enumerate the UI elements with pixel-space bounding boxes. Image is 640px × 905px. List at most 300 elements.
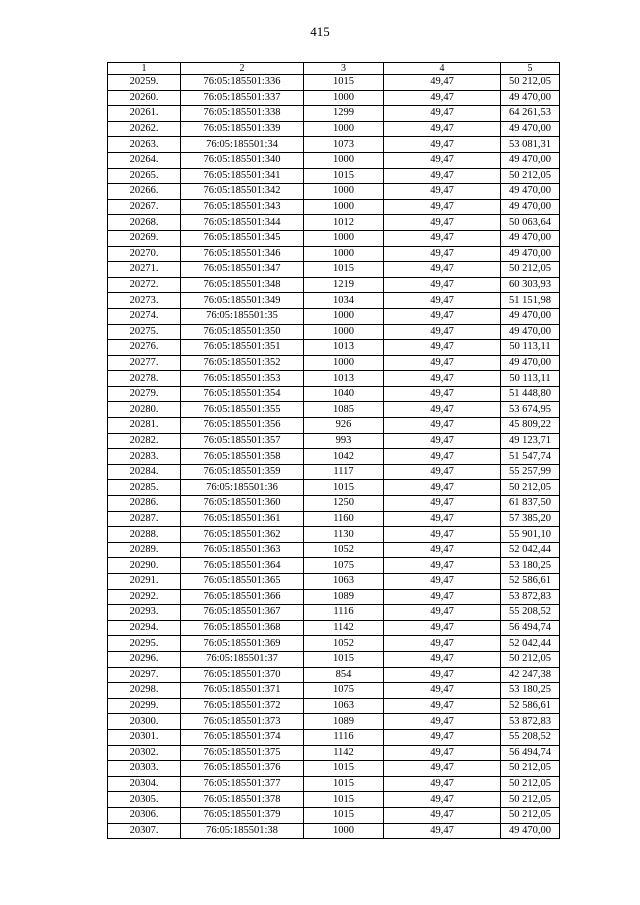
rate-cell: 49,47 xyxy=(384,511,501,527)
area-cell: 1000 xyxy=(304,823,384,839)
cadastral-number-cell: 76:05:185501:367 xyxy=(181,605,304,621)
table-row xyxy=(108,137,560,153)
table-row xyxy=(108,792,560,808)
rate-cell: 49,47 xyxy=(384,761,501,777)
amount-cell: 51 151,98 xyxy=(501,293,560,309)
table-row xyxy=(108,355,560,371)
amount-cell: 50 212,05 xyxy=(501,75,560,91)
amount-cell: 57 385,20 xyxy=(501,511,560,527)
area-cell: 1015 xyxy=(304,761,384,777)
table-row xyxy=(108,90,560,106)
row-number-cell: 20268. xyxy=(108,215,181,231)
table-row xyxy=(108,558,560,574)
cadastral-number-cell: 76:05:185501:368 xyxy=(181,620,304,636)
rate-cell: 49,47 xyxy=(384,75,501,91)
cadastral-number-cell: 76:05:185501:350 xyxy=(181,324,304,340)
rate-cell: 49,47 xyxy=(384,636,501,652)
area-cell: 1015 xyxy=(304,776,384,792)
cadastral-number-cell: 76:05:185501:38 xyxy=(181,823,304,839)
row-number-cell: 20290. xyxy=(108,558,181,574)
area-cell: 1160 xyxy=(304,511,384,527)
cadastral-number-cell: 76:05:185501:337 xyxy=(181,90,304,106)
area-cell: 1013 xyxy=(304,340,384,356)
area-cell: 1012 xyxy=(304,215,384,231)
cadastral-number-cell: 76:05:185501:371 xyxy=(181,683,304,699)
area-cell: 1089 xyxy=(304,589,384,605)
cadastral-number-cell: 76:05:185501:377 xyxy=(181,776,304,792)
amount-cell: 64 261,53 xyxy=(501,106,560,122)
area-cell: 1015 xyxy=(304,75,384,91)
amount-cell: 55 208,52 xyxy=(501,729,560,745)
row-number-cell: 20305. xyxy=(108,792,181,808)
amount-cell: 50 113,11 xyxy=(501,340,560,356)
row-number-cell: 20307. xyxy=(108,823,181,839)
row-number-cell: 20289. xyxy=(108,542,181,558)
row-number-cell: 20300. xyxy=(108,714,181,730)
amount-cell: 49 470,00 xyxy=(501,199,560,215)
row-number-cell: 20304. xyxy=(108,776,181,792)
table-row xyxy=(108,683,560,699)
table-row xyxy=(108,184,560,200)
row-number-cell: 20285. xyxy=(108,480,181,496)
column-header: 3 xyxy=(304,63,384,75)
cadastral-number-cell: 76:05:185501:341 xyxy=(181,168,304,184)
table-row xyxy=(108,714,560,730)
amount-cell: 50 212,05 xyxy=(501,761,560,777)
row-number-cell: 20278. xyxy=(108,371,181,387)
cadastral-number-cell: 76:05:185501:344 xyxy=(181,215,304,231)
rate-cell: 49,47 xyxy=(384,121,501,137)
cadastral-number-cell: 76:05:185501:364 xyxy=(181,558,304,574)
rate-cell: 49,47 xyxy=(384,776,501,792)
rate-cell: 49,47 xyxy=(384,90,501,106)
table-row xyxy=(108,215,560,231)
row-number-cell: 20284. xyxy=(108,464,181,480)
rate-cell: 49,47 xyxy=(384,418,501,434)
rate-cell: 49,47 xyxy=(384,496,501,512)
table-row xyxy=(108,636,560,652)
rate-cell: 49,47 xyxy=(384,574,501,590)
row-number-cell: 20266. xyxy=(108,184,181,200)
rate-cell: 49,47 xyxy=(384,620,501,636)
rate-cell: 49,47 xyxy=(384,433,501,449)
table-row xyxy=(108,698,560,714)
table-row xyxy=(108,589,560,605)
rate-cell: 49,47 xyxy=(384,683,501,699)
rate-cell: 49,47 xyxy=(384,480,501,496)
row-number-cell: 20263. xyxy=(108,137,181,153)
table-row xyxy=(108,75,560,91)
column-header: 4 xyxy=(384,63,501,75)
area-cell: 1000 xyxy=(304,246,384,262)
area-cell: 1052 xyxy=(304,636,384,652)
cadastral-number-cell: 76:05:185501:37 xyxy=(181,651,304,667)
cadastral-number-cell: 76:05:185501:342 xyxy=(181,184,304,200)
row-number-cell: 20297. xyxy=(108,667,181,683)
area-cell: 1130 xyxy=(304,527,384,543)
amount-cell: 50 212,05 xyxy=(501,651,560,667)
rate-cell: 49,47 xyxy=(384,355,501,371)
rate-cell: 49,47 xyxy=(384,168,501,184)
table-row xyxy=(108,152,560,168)
rate-cell: 49,47 xyxy=(384,184,501,200)
row-number-cell: 20282. xyxy=(108,433,181,449)
rate-cell: 49,47 xyxy=(384,527,501,543)
table-row xyxy=(108,340,560,356)
area-cell: 1075 xyxy=(304,683,384,699)
amount-cell: 45 809,22 xyxy=(501,418,560,434)
area-cell: 1015 xyxy=(304,792,384,808)
amount-cell: 50 212,05 xyxy=(501,792,560,808)
table-row xyxy=(108,480,560,496)
area-cell: 1073 xyxy=(304,137,384,153)
amount-cell: 52 586,61 xyxy=(501,698,560,714)
row-number-cell: 20306. xyxy=(108,807,181,823)
area-cell: 1000 xyxy=(304,184,384,200)
rate-cell: 49,47 xyxy=(384,729,501,745)
row-number-cell: 20260. xyxy=(108,90,181,106)
amount-cell: 42 247,38 xyxy=(501,667,560,683)
row-number-cell: 20272. xyxy=(108,277,181,293)
cadastral-number-cell: 76:05:185501:370 xyxy=(181,667,304,683)
cadastral-number-cell: 76:05:185501:361 xyxy=(181,511,304,527)
amount-cell: 55 208,52 xyxy=(501,605,560,621)
cadastral-number-cell: 76:05:185501:348 xyxy=(181,277,304,293)
table-row xyxy=(108,262,560,278)
row-number-cell: 20279. xyxy=(108,386,181,402)
table-row xyxy=(108,807,560,823)
row-number-cell: 20274. xyxy=(108,308,181,324)
rate-cell: 49,47 xyxy=(384,199,501,215)
row-number-cell: 20261. xyxy=(108,106,181,122)
amount-cell: 50 212,05 xyxy=(501,480,560,496)
cadastral-number-cell: 76:05:185501:354 xyxy=(181,386,304,402)
amount-cell: 50 212,05 xyxy=(501,807,560,823)
cadastral-number-cell: 76:05:185501:36 xyxy=(181,480,304,496)
area-cell: 1013 xyxy=(304,371,384,387)
rate-cell: 49,47 xyxy=(384,402,501,418)
area-cell: 1116 xyxy=(304,605,384,621)
amount-cell: 53 180,25 xyxy=(501,558,560,574)
page-number: 415 xyxy=(310,24,330,39)
cadastral-number-cell: 76:05:185501:369 xyxy=(181,636,304,652)
area-cell: 1116 xyxy=(304,729,384,745)
table-row xyxy=(108,277,560,293)
row-number-cell: 20264. xyxy=(108,152,181,168)
row-number-cell: 20298. xyxy=(108,683,181,699)
rate-cell: 49,47 xyxy=(384,698,501,714)
rate-cell: 49,47 xyxy=(384,449,501,465)
rate-cell: 49,47 xyxy=(384,215,501,231)
cadastral-number-cell: 76:05:185501:355 xyxy=(181,402,304,418)
area-cell: 1142 xyxy=(304,745,384,761)
amount-cell: 49 470,00 xyxy=(501,355,560,371)
area-cell: 1000 xyxy=(304,324,384,340)
cadastral-number-cell: 76:05:185501:362 xyxy=(181,527,304,543)
rate-cell: 49,47 xyxy=(384,823,501,839)
amount-cell: 49 470,00 xyxy=(501,184,560,200)
row-number-cell: 20262. xyxy=(108,121,181,137)
amount-cell: 52 042,44 xyxy=(501,636,560,652)
row-number-cell: 20276. xyxy=(108,340,181,356)
header-row xyxy=(108,63,560,75)
cadastral-number-cell: 76:05:185501:378 xyxy=(181,792,304,808)
cadastral-number-cell: 76:05:185501:353 xyxy=(181,371,304,387)
area-cell: 926 xyxy=(304,418,384,434)
rate-cell: 49,47 xyxy=(384,667,501,683)
table-row xyxy=(108,168,560,184)
amount-cell: 50 113,11 xyxy=(501,371,560,387)
amount-cell: 53 081,31 xyxy=(501,137,560,153)
area-cell: 1089 xyxy=(304,714,384,730)
table-row xyxy=(108,745,560,761)
rate-cell: 49,47 xyxy=(384,106,501,122)
table-row xyxy=(108,527,560,543)
amount-cell: 49 470,00 xyxy=(501,152,560,168)
rate-cell: 49,47 xyxy=(384,277,501,293)
column-header: 1 xyxy=(108,63,181,75)
area-cell: 1000 xyxy=(304,355,384,371)
area-cell: 1063 xyxy=(304,574,384,590)
table-row xyxy=(108,776,560,792)
rate-cell: 49,47 xyxy=(384,386,501,402)
column-header: 2 xyxy=(181,63,304,75)
amount-cell: 56 494,74 xyxy=(501,745,560,761)
row-number-cell: 20280. xyxy=(108,402,181,418)
area-cell: 1219 xyxy=(304,277,384,293)
cadastral-number-cell: 76:05:185501:360 xyxy=(181,496,304,512)
rate-cell: 49,47 xyxy=(384,308,501,324)
area-cell: 1000 xyxy=(304,90,384,106)
rate-cell: 49,47 xyxy=(384,340,501,356)
rate-cell: 49,47 xyxy=(384,137,501,153)
amount-cell: 49 470,00 xyxy=(501,230,560,246)
row-number-cell: 20277. xyxy=(108,355,181,371)
area-cell: 1052 xyxy=(304,542,384,558)
cadastral-number-cell: 76:05:185501:374 xyxy=(181,729,304,745)
table-body xyxy=(108,75,560,839)
rate-cell: 49,47 xyxy=(384,262,501,278)
table-row xyxy=(108,293,560,309)
area-cell: 1000 xyxy=(304,121,384,137)
area-cell: 1015 xyxy=(304,651,384,667)
cadastral-number-cell: 76:05:185501:352 xyxy=(181,355,304,371)
amount-cell: 49 470,00 xyxy=(501,90,560,106)
table-row xyxy=(108,106,560,122)
table-row xyxy=(108,433,560,449)
table-row xyxy=(108,620,560,636)
area-cell: 1015 xyxy=(304,168,384,184)
row-number-cell: 20283. xyxy=(108,449,181,465)
amount-cell: 50 212,05 xyxy=(501,168,560,184)
rate-cell: 49,47 xyxy=(384,246,501,262)
table-row xyxy=(108,121,560,137)
table-row xyxy=(108,246,560,262)
table-row xyxy=(108,667,560,683)
cadastral-number-cell: 76:05:185501:359 xyxy=(181,464,304,480)
row-number-cell: 20299. xyxy=(108,698,181,714)
table-row xyxy=(108,402,560,418)
area-cell: 1040 xyxy=(304,386,384,402)
row-number-cell: 20303. xyxy=(108,761,181,777)
rate-cell: 49,47 xyxy=(384,152,501,168)
rate-cell: 49,47 xyxy=(384,324,501,340)
area-cell: 1063 xyxy=(304,698,384,714)
amount-cell: 49 123,71 xyxy=(501,433,560,449)
cadastral-number-cell: 76:05:185501:346 xyxy=(181,246,304,262)
row-number-cell: 20292. xyxy=(108,589,181,605)
table-row xyxy=(108,324,560,340)
amount-cell: 50 212,05 xyxy=(501,776,560,792)
table-row xyxy=(108,199,560,215)
cadastral-number-cell: 76:05:185501:338 xyxy=(181,106,304,122)
table-row xyxy=(108,605,560,621)
amount-cell: 50 063,64 xyxy=(501,215,560,231)
cadastral-number-cell: 76:05:185501:372 xyxy=(181,698,304,714)
amount-cell: 49 470,00 xyxy=(501,121,560,137)
rate-cell: 49,47 xyxy=(384,558,501,574)
amount-cell: 49 470,00 xyxy=(501,246,560,262)
amount-cell: 49 470,00 xyxy=(501,308,560,324)
amount-cell: 49 470,00 xyxy=(501,324,560,340)
amount-cell: 60 303,93 xyxy=(501,277,560,293)
cadastral-number-cell: 76:05:185501:345 xyxy=(181,230,304,246)
rate-cell: 49,47 xyxy=(384,371,501,387)
table-row xyxy=(108,230,560,246)
amount-cell: 61 837,50 xyxy=(501,496,560,512)
row-number-cell: 20291. xyxy=(108,574,181,590)
area-cell: 1117 xyxy=(304,464,384,480)
rate-cell: 49,47 xyxy=(384,807,501,823)
area-cell: 1142 xyxy=(304,620,384,636)
row-number-cell: 20287. xyxy=(108,511,181,527)
cadastral-number-cell: 76:05:185501:34 xyxy=(181,137,304,153)
table-row xyxy=(108,464,560,480)
rate-cell: 49,47 xyxy=(384,714,501,730)
table-row xyxy=(108,651,560,667)
row-number-cell: 20269. xyxy=(108,230,181,246)
area-cell: 1000 xyxy=(304,152,384,168)
amount-cell: 52 586,61 xyxy=(501,574,560,590)
table-row xyxy=(108,449,560,465)
amount-cell: 53 872,83 xyxy=(501,714,560,730)
amount-cell: 53 180,25 xyxy=(501,683,560,699)
rate-cell: 49,47 xyxy=(384,542,501,558)
row-number-cell: 20267. xyxy=(108,199,181,215)
area-cell: 1299 xyxy=(304,106,384,122)
table-row xyxy=(108,574,560,590)
cadastral-number-cell: 76:05:185501:351 xyxy=(181,340,304,356)
rate-cell: 49,47 xyxy=(384,651,501,667)
row-number-cell: 20270. xyxy=(108,246,181,262)
area-cell: 1015 xyxy=(304,262,384,278)
cadastral-number-cell: 76:05:185501:375 xyxy=(181,745,304,761)
amount-cell: 55 257,99 xyxy=(501,464,560,480)
row-number-cell: 20302. xyxy=(108,745,181,761)
amount-cell: 55 901,10 xyxy=(501,527,560,543)
amount-cell: 51 547,74 xyxy=(501,449,560,465)
cadastral-number-cell: 76:05:185501:365 xyxy=(181,574,304,590)
area-cell: 1000 xyxy=(304,308,384,324)
amount-cell: 52 042,44 xyxy=(501,542,560,558)
amount-cell: 53 872,83 xyxy=(501,589,560,605)
rate-cell: 49,47 xyxy=(384,792,501,808)
area-cell: 1075 xyxy=(304,558,384,574)
row-number-cell: 20275. xyxy=(108,324,181,340)
table-row xyxy=(108,729,560,745)
table-row xyxy=(108,511,560,527)
table-row xyxy=(108,823,560,839)
area-cell: 1000 xyxy=(304,199,384,215)
amount-cell: 49 470,00 xyxy=(501,823,560,839)
amount-cell: 51 448,80 xyxy=(501,386,560,402)
rate-cell: 49,47 xyxy=(384,605,501,621)
cadastral-number-cell: 76:05:185501:373 xyxy=(181,714,304,730)
cadastral-number-cell: 76:05:185501:35 xyxy=(181,308,304,324)
row-number-cell: 20301. xyxy=(108,729,181,745)
area-cell: 1000 xyxy=(304,230,384,246)
cadastral-number-cell: 76:05:185501:349 xyxy=(181,293,304,309)
row-number-cell: 20296. xyxy=(108,651,181,667)
table-row xyxy=(108,386,560,402)
data-table xyxy=(107,62,560,839)
cadastral-number-cell: 76:05:185501:343 xyxy=(181,199,304,215)
cadastral-number-cell: 76:05:185501:336 xyxy=(181,75,304,91)
rate-cell: 49,47 xyxy=(384,293,501,309)
area-cell: 1250 xyxy=(304,496,384,512)
row-number-cell: 20259. xyxy=(108,75,181,91)
table-row xyxy=(108,371,560,387)
cadastral-number-cell: 76:05:185501:340 xyxy=(181,152,304,168)
cadastral-number-cell: 76:05:185501:358 xyxy=(181,449,304,465)
cadastral-number-cell: 76:05:185501:347 xyxy=(181,262,304,278)
row-number-cell: 20271. xyxy=(108,262,181,278)
table-row xyxy=(108,542,560,558)
cadastral-number-cell: 76:05:185501:379 xyxy=(181,807,304,823)
area-cell: 1034 xyxy=(304,293,384,309)
row-number-cell: 20286. xyxy=(108,496,181,512)
table-row xyxy=(108,761,560,777)
cadastral-number-cell: 76:05:185501:376 xyxy=(181,761,304,777)
area-cell: 1085 xyxy=(304,402,384,418)
cadastral-number-cell: 76:05:185501:363 xyxy=(181,542,304,558)
area-cell: 1042 xyxy=(304,449,384,465)
table-row xyxy=(108,496,560,512)
table-row xyxy=(108,308,560,324)
amount-cell: 50 212,05 xyxy=(501,262,560,278)
cadastral-number-cell: 76:05:185501:366 xyxy=(181,589,304,605)
rate-cell: 49,47 xyxy=(384,589,501,605)
cadastral-number-cell: 76:05:185501:339 xyxy=(181,121,304,137)
cadastral-number-cell: 76:05:185501:357 xyxy=(181,433,304,449)
table-row xyxy=(108,418,560,434)
rate-cell: 49,47 xyxy=(384,745,501,761)
row-number-cell: 20265. xyxy=(108,168,181,184)
area-cell: 993 xyxy=(304,433,384,449)
row-number-cell: 20281. xyxy=(108,418,181,434)
column-header: 5 xyxy=(501,63,560,75)
cadastral-number-cell: 76:05:185501:356 xyxy=(181,418,304,434)
row-number-cell: 20288. xyxy=(108,527,181,543)
amount-cell: 56 494,74 xyxy=(501,620,560,636)
rate-cell: 49,47 xyxy=(384,230,501,246)
row-number-cell: 20273. xyxy=(108,293,181,309)
row-number-cell: 20293. xyxy=(108,605,181,621)
row-number-cell: 20294. xyxy=(108,620,181,636)
area-cell: 1015 xyxy=(304,480,384,496)
rate-cell: 49,47 xyxy=(384,464,501,480)
amount-cell: 53 674,95 xyxy=(501,402,560,418)
